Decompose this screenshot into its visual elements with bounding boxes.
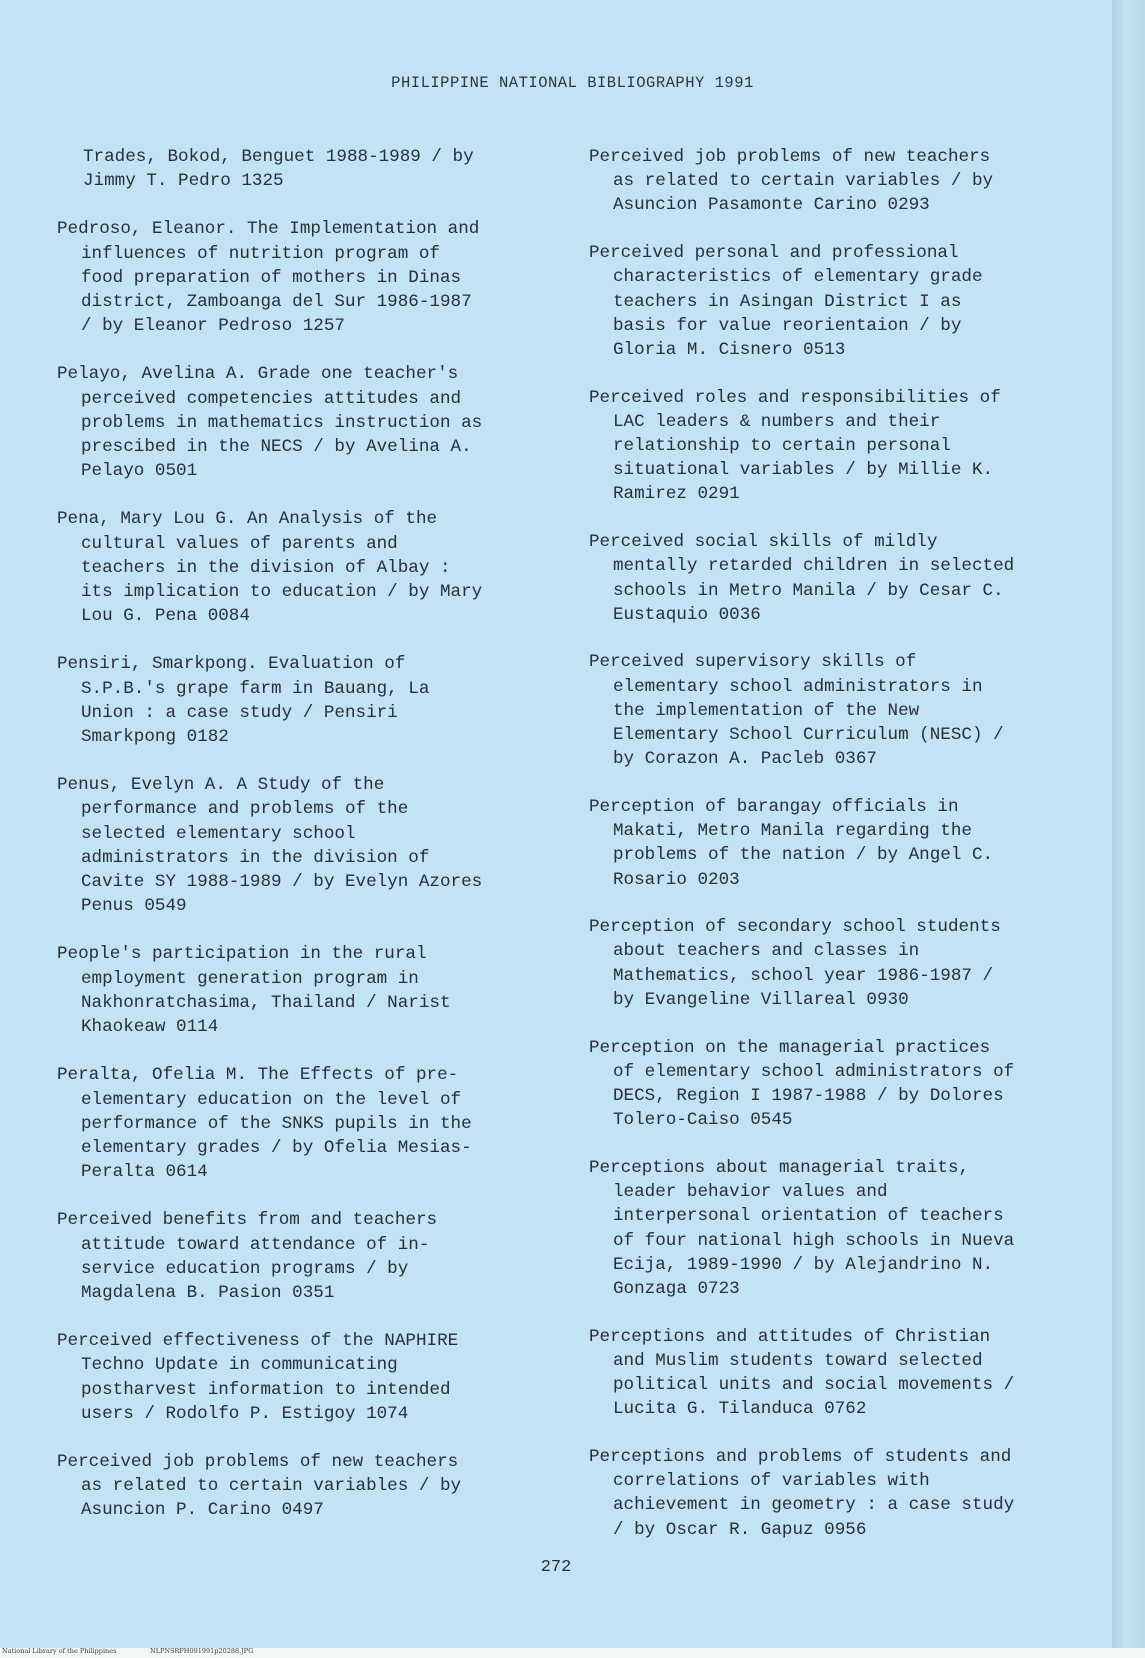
bibliography-entry: Perceived benefits from and teachers attitude toward attendance of in- service education programs / by Magdalena B. Pasion 0351 bbox=[57, 1210, 438, 1303]
right-column bbox=[589, 145, 1094, 1565]
bibliography-entry: Pensiri, Smarkpong. Evaluation of S.P.B.'s grape farm in Bauang, La Union : a case study / Pensiri Smarkpong 0182 bbox=[57, 654, 430, 748]
bibliography-entry: Peralta, Ofelia M. The Effects of pre- elementary education on the level of performance of the SNKS pupils in the elementary grades / by Ofelia Mesias- Peralta 0614 bbox=[57, 1065, 472, 1183]
bibliography-entry: People's participation in the rural employment generation program in Nakhonratchasima, Thailand / Narist Khaokeaw 0114 bbox=[57, 944, 451, 1038]
bibliography-entry: Perceived effectiveness of the NAPHIRE Techno Update in communicating postharvest information to intended users / Rodolfo P. Estigoy 1074 bbox=[57, 1331, 459, 1424]
bibliography-entry: Pedroso, Eleanor. The Implementation and influences of nutrition program of food preparation of mothers in Dinas district, Zamboanga del Sur 1986-1987 / by Eleanor Pedroso 1257 bbox=[57, 219, 480, 337]
bibliography-entry: Perceptions and attitudes of Christian and Muslim students toward selected political units and social movements / Lucita G. Tilanduca 0762 bbox=[589, 1326, 1015, 1420]
bibliography-entry: Penus, Evelyn A. A Study of the performance and problems of the selected elementary school administrators in the division of Cavite SY 1988-1989 / by Evelyn Azores Penus 0549 bbox=[57, 775, 483, 917]
bibliography-entry: Perceptions and problems of students and correlations of variables with achievement in geometry : a case study / by Oscar R. Gapuz 0956 bbox=[589, 1446, 1015, 1540]
left-column bbox=[57, 145, 557, 1547]
footer-source: National Library of the Philippines bbox=[2, 1647, 117, 1655]
bibliography-entry: Perception of barangay officials in Makati, Metro Manila regarding the problems of the nation / by Angel C. Rosario 0203 bbox=[589, 796, 994, 890]
page-header: PHILIPPINE NATIONAL BIBLIOGRAPHY 1991 bbox=[391, 74, 754, 92]
bibliography-entry: Pelayo, Avelina A. Grade one teacher's perceived competencies attitudes and problems in mathematics instruction as prescibed in the NECS / by Avelina A. Pelayo 0501 bbox=[57, 364, 483, 482]
bibliography-entry: Perceived job problems of new teachers as related to certain variables / by Asuncion Pasamonte Carino 0293 bbox=[589, 147, 994, 216]
bibliography-entry: Perception on the managerial practices of elementary school administrators of DECS, Region I 1987-1988 / by Dolores Tolero-Caiso 0545 bbox=[589, 1037, 1015, 1131]
page-number: 272 bbox=[540, 1558, 572, 1577]
bibliography-entry: Pena, Mary Lou G. An Analysis of the cultural values of parents and teachers in the division of Albay : its implication to education / by Mary Lou G. Pena 0084 bbox=[57, 509, 483, 627]
bibliography-entry: Perceived supervisory skills of elementary school administrators in the implementation of the New Elementary School Curriculum (NESC) / by Corazon A. Pacleb 0367 bbox=[589, 652, 1004, 770]
bibliography-entry: Perceived roles and responsibilities of LAC leaders & numbers and their relationship to certain personal situational variables / by Millie K. Ramirez 0291 bbox=[589, 387, 1001, 505]
bibliography-entry: Perceptions about managerial traits, leader behavior values and interpersonal orientation of teachers of four national high schools in Nueva Ecija, 1989-1990 / by Alejandrino N. Gonzaga 0723 bbox=[589, 1157, 1015, 1299]
bibliography-entry: Perceived personal and professional characteristics of elementary grade teachers in Asingan District I as basis for value reorientaion / by Gloria M. Cisnero 0513 bbox=[589, 243, 983, 360]
bibliography-entry: Perceived job problems of new teachers as related to certain variables / by Asuncion P. Carino 0497 bbox=[57, 1451, 462, 1521]
footer-file-id: NLPNSRPH091991p20288.JPG bbox=[150, 1647, 254, 1655]
bibliography-entry: Trades, Bokod, Benguet 1988-1989 / by Jimmy T. Pedro 1325 bbox=[83, 147, 474, 192]
bibliography-entry: Perception of secondary school students about teachers and classes in Mathematics, school year 1986-1987 / by Evangeline Villareal 0930 bbox=[589, 917, 1001, 1010]
scan-footer bbox=[0, 1648, 1145, 1658]
scan-page-edge bbox=[1112, 0, 1145, 1658]
bibliography-entry: Perceived social skills of mildly mentally retarded children in selected schools in Metro Manila / by Cesar C. Eustaquio 0036 bbox=[589, 532, 1015, 625]
